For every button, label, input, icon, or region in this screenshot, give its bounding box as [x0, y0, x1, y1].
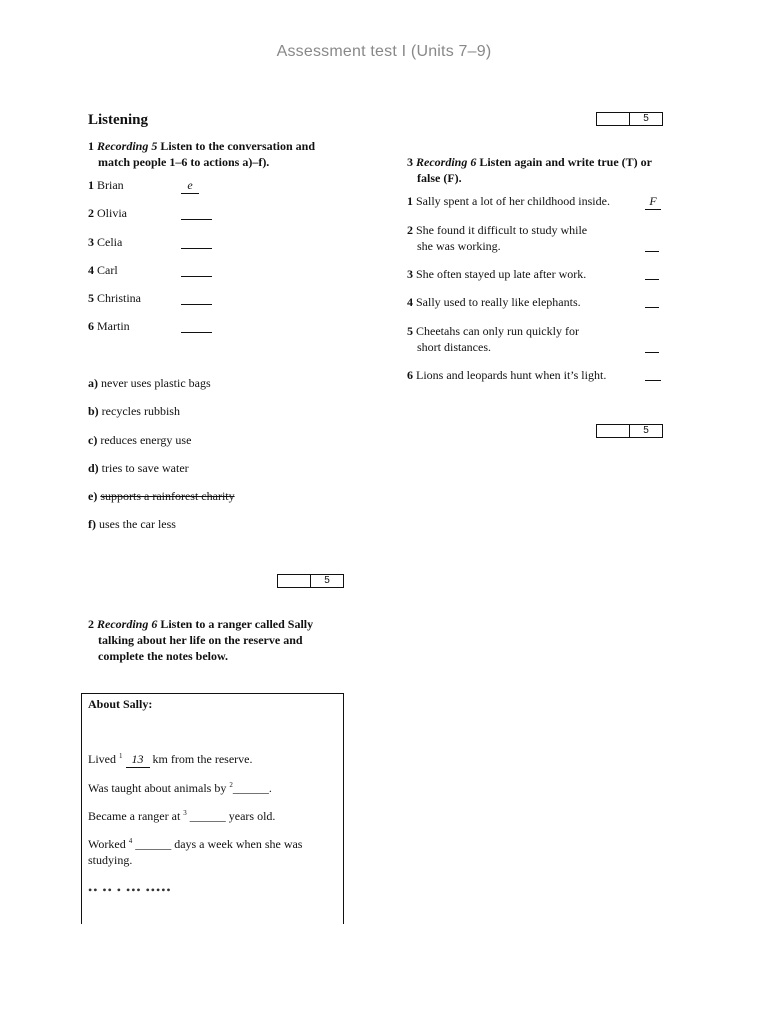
note-line-4: [88, 836, 302, 868]
action-letter: f): [88, 517, 96, 531]
answer-blank[interactable]: 13: [126, 751, 150, 768]
recording-label: Recording 6: [97, 617, 158, 631]
action-text: recycles rubbish: [101, 404, 180, 418]
person-name: Celia: [97, 235, 123, 249]
action-letter: e): [88, 489, 98, 503]
person-row: [88, 291, 141, 306]
score-box-q3: [596, 424, 663, 438]
answer-blank[interactable]: ______ years old.: [189, 809, 276, 823]
statement-text: she was working.: [417, 239, 501, 253]
instruction-text: match people 1–6 to actions a)–f).: [98, 155, 270, 169]
person-row: [88, 178, 124, 193]
recording-label: Recording 5: [97, 139, 158, 153]
statement-5: [407, 323, 579, 355]
action-item: [88, 461, 189, 476]
answer-blank[interactable]: [645, 251, 659, 252]
score-max: 5: [643, 425, 649, 436]
statement-text: She found it difficult to study while: [416, 223, 588, 237]
gap-number: 2: [229, 781, 233, 789]
action-text: reduces energy use: [100, 433, 192, 447]
score-entry-cell[interactable]: [597, 425, 630, 437]
note-line-2: [88, 780, 272, 796]
answer-blank[interactable]: [181, 319, 212, 333]
instruction-text: Listen again and write true (T) or: [479, 155, 652, 169]
action-item: [88, 517, 176, 532]
action-letter: c): [88, 433, 98, 447]
answer-blank[interactable]: ______ days a week when she was: [135, 837, 303, 851]
item-number: 5: [88, 291, 94, 305]
note-text: Lived: [88, 752, 116, 766]
answer-blank[interactable]: e: [181, 178, 199, 194]
action-item: [88, 404, 180, 419]
gap-number: 3: [183, 809, 187, 817]
question-number: 3: [407, 155, 413, 169]
score-max: 5: [643, 113, 649, 124]
answer-blank[interactable]: [181, 235, 212, 249]
instruction-text: talking about her life on the reserve and: [98, 633, 303, 647]
question-1-instruction: [88, 138, 358, 170]
score-box-q1-top: [596, 112, 663, 126]
item-number: 1: [407, 194, 413, 208]
note-text: Became a ranger at: [88, 809, 181, 823]
person-name: Martin: [97, 319, 130, 333]
score-max: 5: [324, 575, 330, 586]
answer-blank[interactable]: [181, 263, 212, 277]
item-number: 6: [407, 368, 413, 382]
gap-number: 1: [119, 752, 123, 760]
question-number: 2: [88, 617, 94, 631]
score-entry-cell[interactable]: [597, 113, 630, 125]
note-text: Was taught about animals by: [88, 781, 227, 795]
action-letter: d): [88, 461, 99, 475]
answer-blank[interactable]: [645, 352, 659, 353]
instruction-text: Listen to the conversation and: [160, 139, 316, 153]
question-3-instruction: [407, 154, 697, 186]
statement-text: Sally used to really like elephants.: [416, 295, 581, 309]
answer-blank[interactable]: ______.: [232, 781, 272, 795]
page-title: Assessment test I (Units 7–9): [276, 43, 492, 60]
gap-number: 4: [128, 837, 133, 845]
note-line-1: [88, 751, 252, 768]
action-text: uses the car less: [99, 517, 176, 531]
item-number: 2: [88, 206, 94, 220]
person-name: Christina: [97, 291, 141, 305]
statement-1: [407, 193, 610, 209]
note-text: km from the reserve.: [152, 752, 253, 766]
action-item: [88, 489, 235, 504]
item-number: 4: [407, 295, 413, 309]
action-item: [88, 376, 211, 391]
statement-text: short distances.: [417, 340, 491, 354]
section-heading: Listening: [88, 112, 149, 128]
person-row: [88, 263, 118, 278]
note-line-5-cut-off: •• •• • ••• •••••: [88, 883, 172, 897]
instruction-text: complete the notes below.: [98, 649, 228, 663]
answer-blank[interactable]: [181, 206, 212, 220]
person-name: Olivia: [97, 206, 127, 220]
answer-blank[interactable]: F: [645, 193, 661, 210]
notes-box-title: About Sally:: [88, 697, 153, 711]
note-text: studying.: [88, 853, 133, 867]
person-row: [88, 319, 130, 334]
action-letter: b): [88, 404, 99, 418]
action-item: [88, 433, 191, 448]
question-2-instruction: [88, 616, 348, 664]
statement-text: She often stayed up late after work.: [416, 267, 587, 281]
answer-blank[interactable]: [645, 279, 659, 280]
action-text-crossed-out: supports a rainforest charity: [100, 489, 235, 503]
person-name: Carl: [97, 263, 118, 277]
question-number: 1: [88, 139, 94, 153]
person-row: [88, 206, 127, 221]
answer-blank[interactable]: [645, 307, 659, 308]
statement-6: [407, 367, 606, 383]
action-text: never uses plastic bags: [101, 376, 211, 390]
notes-box: [81, 693, 344, 924]
item-number: 6: [88, 319, 94, 333]
statement-3: [407, 266, 586, 282]
score-entry-cell[interactable]: [278, 575, 311, 587]
answer-blank[interactable]: [645, 380, 661, 381]
statement-text: Lions and leopards hunt when it’s light.: [416, 368, 607, 382]
instruction-text: Listen to a ranger called Sally: [160, 617, 314, 631]
score-box-q1: [277, 574, 344, 588]
statement-2: [407, 222, 587, 254]
item-number: 3: [88, 235, 94, 249]
item-number: 1: [88, 178, 94, 192]
person-row: [88, 235, 122, 250]
note-line-3: [88, 808, 275, 824]
note-text: Worked: [88, 837, 126, 851]
statement-text: Sally spent a lot of her childhood inside.: [416, 194, 610, 208]
instruction-text: false (F).: [417, 171, 462, 185]
item-number: 4: [88, 263, 94, 277]
answer-blank[interactable]: [181, 291, 212, 305]
action-letter: a): [88, 376, 98, 390]
recording-label: Recording 6: [416, 155, 477, 169]
statement-text: Cheetahs can only run quickly for: [416, 324, 579, 338]
statement-4: [407, 294, 581, 310]
action-text: tries to save water: [101, 461, 189, 475]
item-number: 5: [407, 324, 413, 338]
item-number: 3: [407, 267, 413, 281]
person-name: Brian: [97, 178, 124, 192]
item-number: 2: [407, 223, 413, 237]
